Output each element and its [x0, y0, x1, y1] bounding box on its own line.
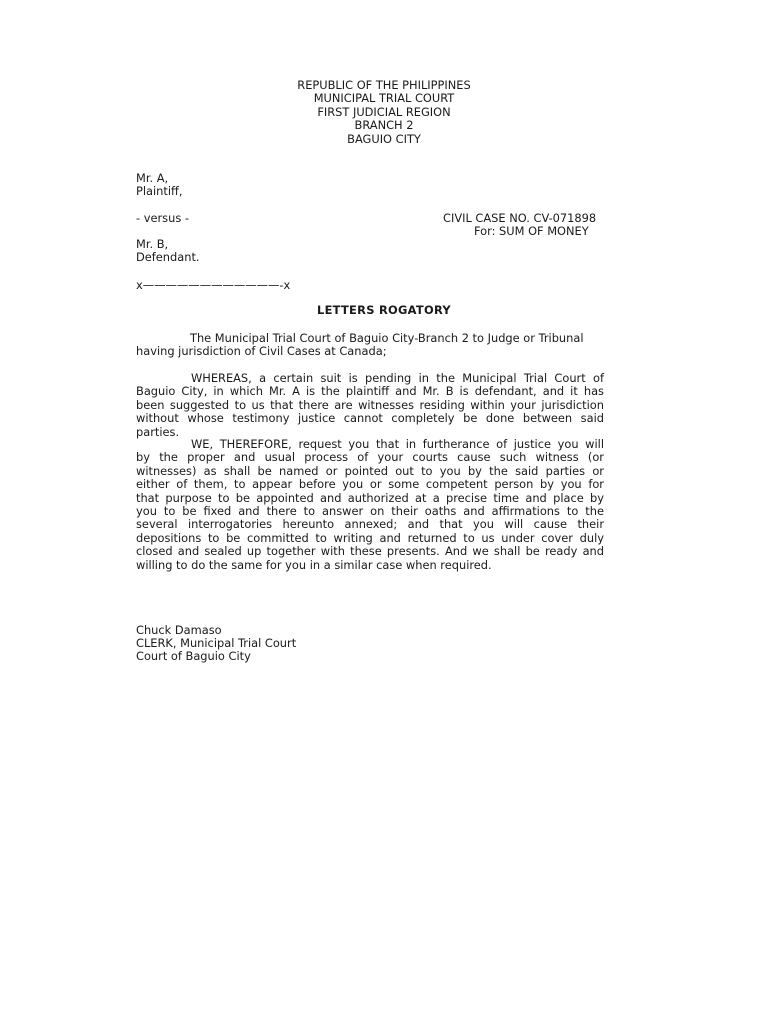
document-title: LETTERS ROGATORY [317, 303, 451, 317]
header-court: MUNICIPAL TRIAL COURT [313, 91, 455, 106]
case-subject: For: SUM OF MONEY [474, 224, 589, 238]
header-city: BAGUIO CITY [347, 131, 421, 146]
caption-separator: x————————————-x [136, 278, 291, 292]
paragraph-line: parties. [136, 424, 180, 439]
defendant-name: Mr. B, [136, 237, 169, 251]
intro-paragraph [136, 332, 604, 359]
signatory-court: Court of Baguio City [136, 649, 251, 663]
paragraph-line: willing to do the same for you in a similar case when required. [136, 557, 492, 572]
plaintiff-name: Mr. A, [136, 171, 169, 185]
paragraph-line: WHEREAS, a certain suit is pending in the Municipal Trial Court of [191, 371, 604, 385]
paragraph-line: witnesses) as shall be named or pointed out to you by the said parties or [136, 463, 604, 478]
paragraph-line: having jurisdiction of Civil Cases at Canada; [136, 344, 387, 359]
paragraph-line: been suggested to us that there are witnesses residing within your jurisdiction [136, 397, 604, 412]
court-header [0, 79, 768, 146]
paragraph-line: without whose testimony justice cannot completely be done between said [136, 411, 604, 426]
signatory-name: Chuck Damaso [136, 623, 222, 637]
case-number: CIVIL CASE NO. CV-071898 [443, 211, 597, 225]
paragraph-line: Baguio City, in which Mr. A is the plaintiff and Mr. B is defendant, and it has [136, 384, 604, 399]
paragraph-line: The Municipal Trial Court of Baguio City-Branch 2 to Judge or Tribunal [190, 331, 584, 345]
defendant-role: Defendant. [136, 250, 200, 264]
versus-label: - versus - [136, 211, 189, 225]
header-republic: REPUBLIC OF THE PHILIPPINES [297, 78, 471, 92]
header-branch: BRANCH 2 [354, 118, 414, 133]
paragraph-line: WE, THEREFORE, request you that in furtherance of justice you will [191, 437, 604, 451]
signatory-position: CLERK, Municipal Trial Court [136, 636, 297, 650]
paragraph-line: you to be fixed and there to answer on their oaths and affirmations to the [136, 503, 604, 518]
paragraph-line: by the proper and usual process of your courts cause such witness (or [136, 450, 604, 465]
paragraph-line: that purpose to be appointed and authorized at a precise time and place by [136, 490, 604, 505]
paragraph-line: closed and sealed up together with these presents. And we shall be ready and [136, 544, 604, 559]
header-region: FIRST JUDICIAL REGION [317, 104, 451, 119]
paragraph-line: either of them, to appear before you or some competent person by you for [136, 477, 604, 492]
plaintiff-role: Plaintiff, [136, 184, 183, 198]
whereas-paragraph [136, 372, 604, 439]
paragraph-line: several interrogatories hereunto annexed; and that you will cause their [136, 517, 604, 532]
paragraph-line: depositions to be committed to writing and returned to us under cover duly [136, 530, 604, 545]
therefore-paragraph [136, 438, 604, 572]
